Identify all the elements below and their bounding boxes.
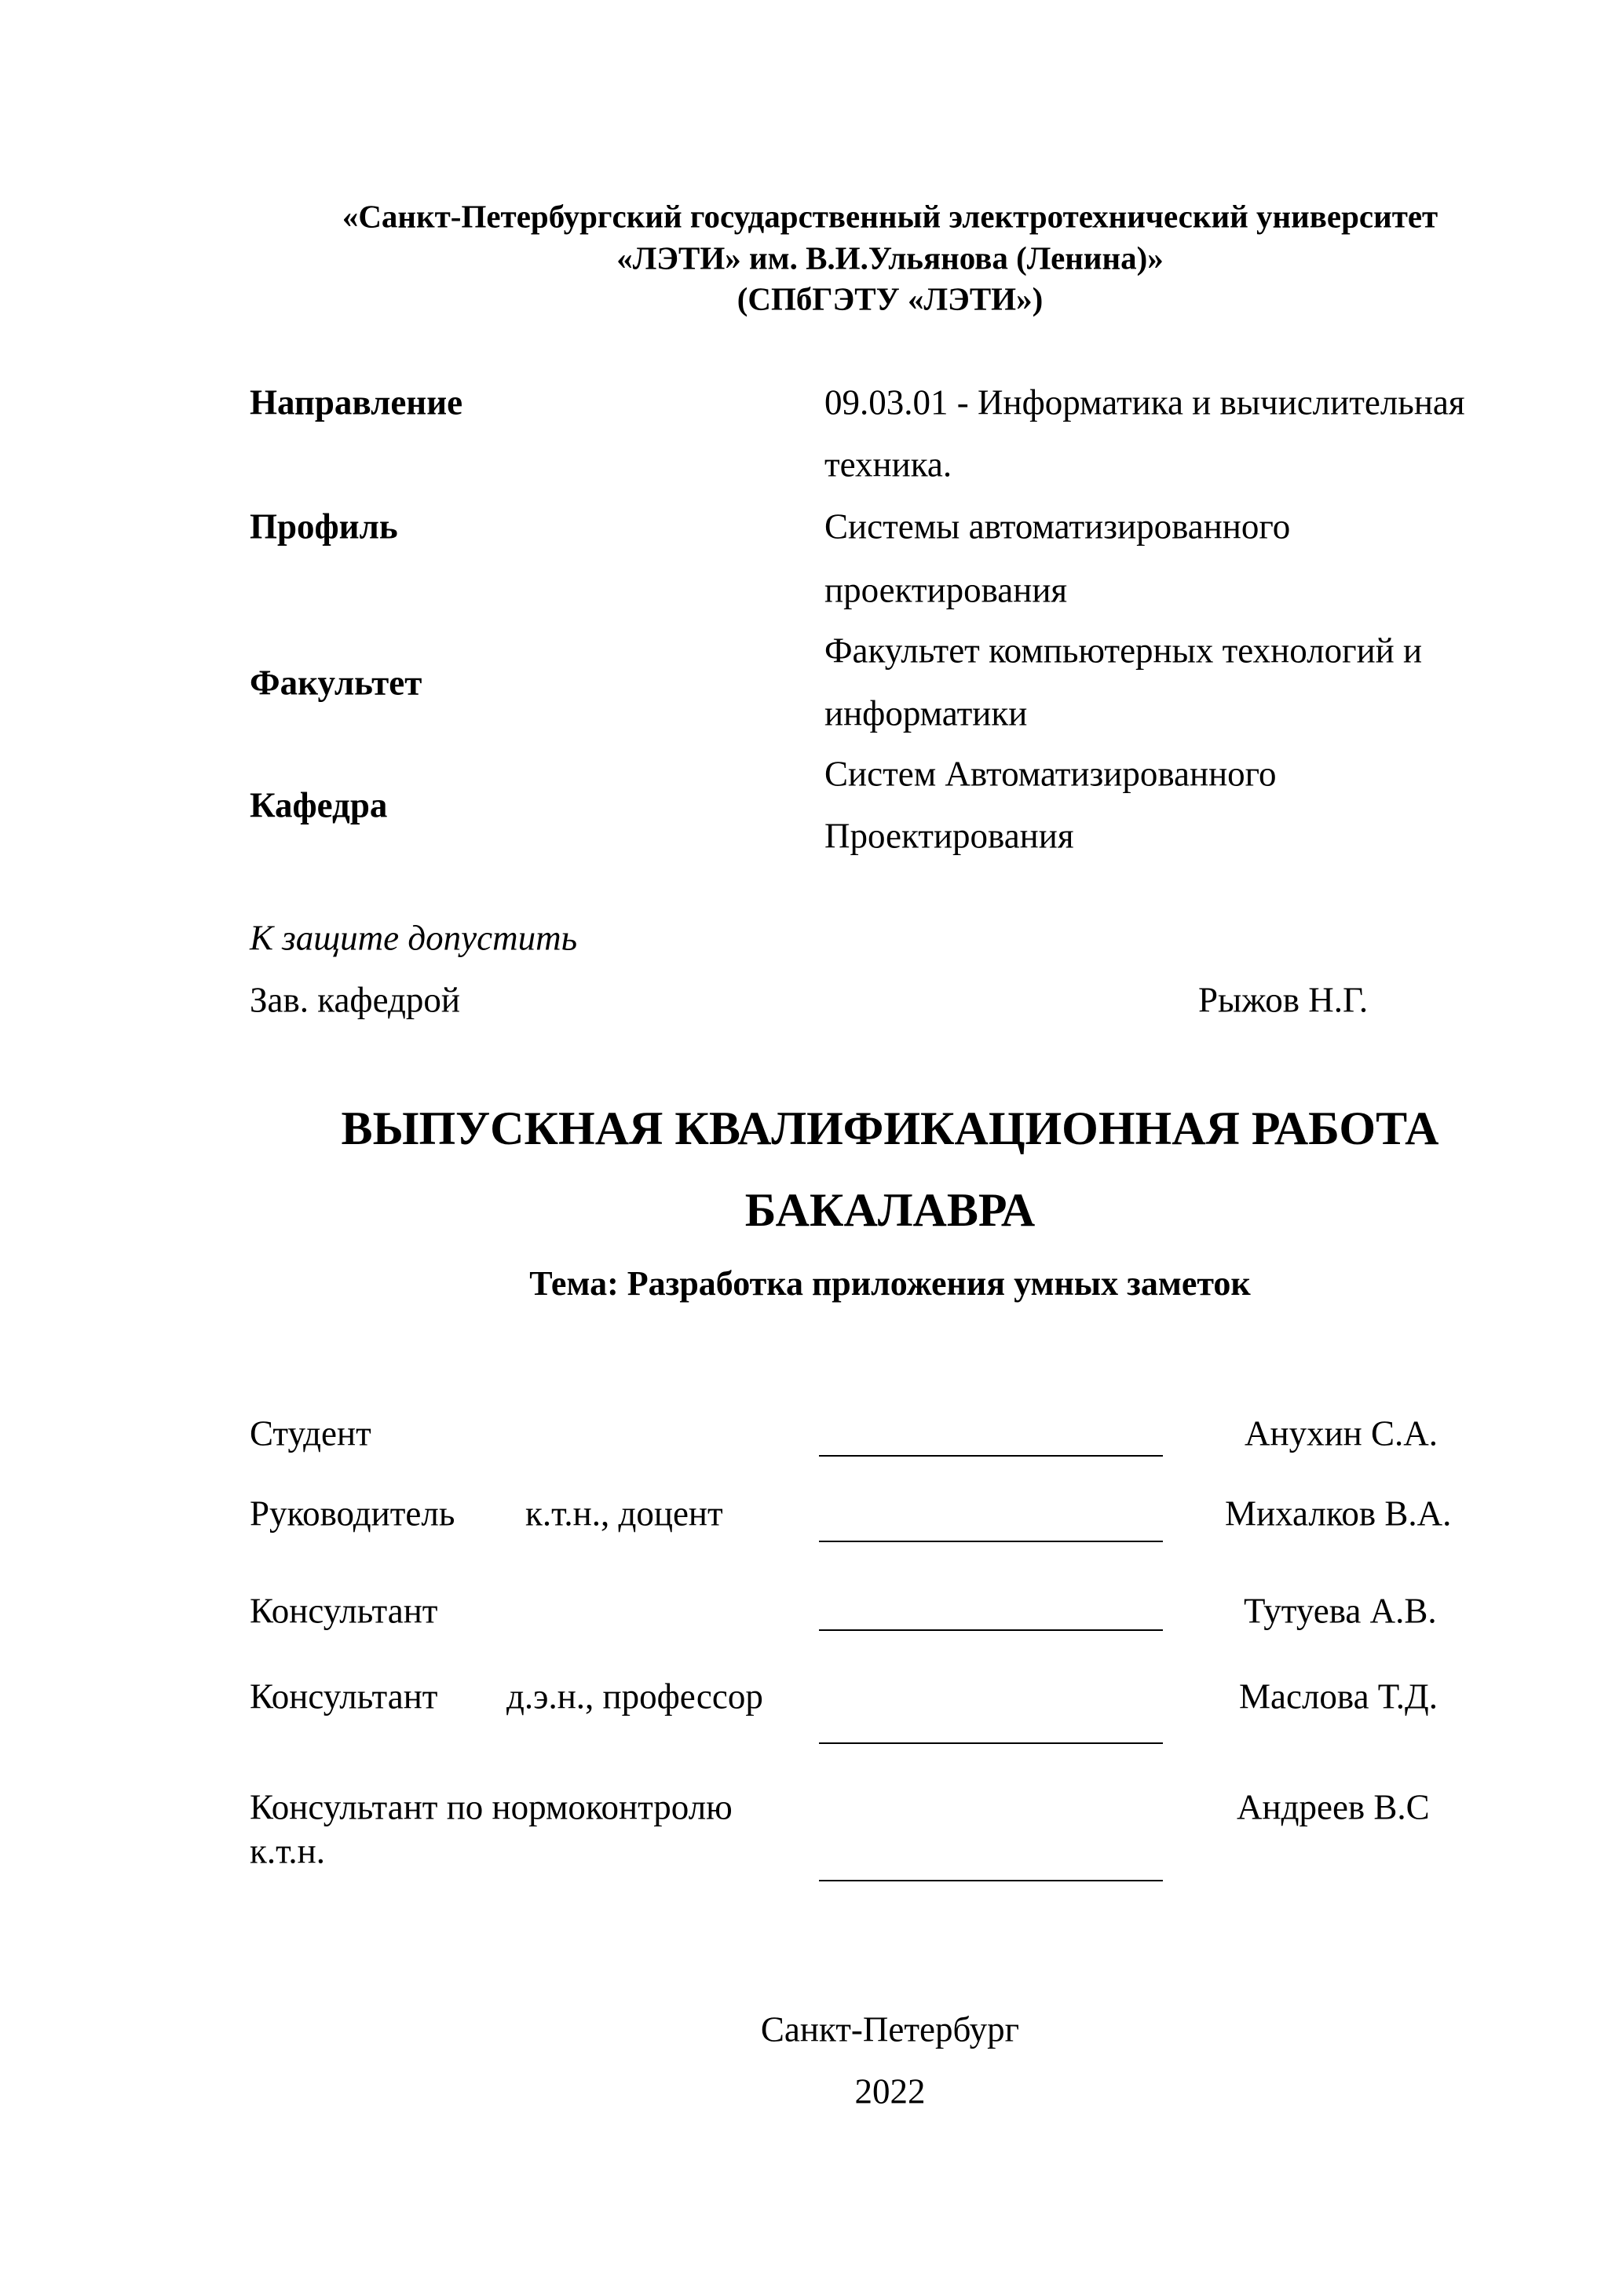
signature-degree: д.э.н., профессор	[506, 1676, 763, 1717]
signature-name: Анухин С.А.	[1245, 1413, 1438, 1453]
info-value-department-1: Систем Автоматизированного	[824, 754, 1277, 794]
university-name-line2: «ЛЭТИ» им. В.И.Ульянова (Ленина)»	[616, 239, 1164, 276]
university-name-line1: «Санкт-Петербургский государственный электротехнический университет	[342, 198, 1438, 235]
signature-name: Тутуева А.В.	[1244, 1591, 1437, 1631]
signature-role: Консультант по нормоконтролю	[250, 1787, 733, 1827]
signature-line	[819, 1541, 1163, 1542]
info-value-faculty-1: Факультет компьютерных технологий и	[824, 631, 1423, 671]
info-label-faculty: Факультет	[250, 663, 422, 703]
signature-line	[819, 1455, 1163, 1457]
signature-role: Студент	[250, 1413, 371, 1453]
signature-role: Консультант	[250, 1591, 438, 1631]
signature-degree: к.т.н., доцент	[525, 1493, 723, 1534]
info-label-profile: Профиль	[250, 506, 398, 547]
info-value-direction-1: 09.03.01 - Информатика и вычислительная	[824, 382, 1465, 422]
approval-role: Зав. кафедрой	[250, 980, 460, 1020]
info-value-faculty-2: информатики	[824, 693, 1028, 733]
signature-name: Андреев В.С	[1237, 1787, 1430, 1827]
signature-line	[819, 1629, 1163, 1631]
info-value-department-2: Проектирования	[824, 816, 1074, 856]
university-abbr: (СПбГЭТУ «ЛЭТИ»)	[737, 280, 1044, 317]
document-title-line2: БАКАЛАВРА	[744, 1184, 1036, 1236]
signature-role: Руководитель	[250, 1493, 455, 1534]
approval-note: К защите допустить	[250, 918, 578, 958]
footer-year: 2022	[854, 2071, 926, 2111]
signature-line	[819, 1880, 1163, 1881]
info-label-direction: Направление	[250, 382, 463, 422]
info-label-department: Кафедра	[250, 785, 388, 825]
signature-degree: к.т.н.	[250, 1831, 325, 1871]
info-value-direction-2: техника.	[824, 444, 952, 484]
footer-city: Санкт-Петербург	[760, 2009, 1020, 2049]
info-value-profile-1: Системы автоматизированного	[824, 506, 1291, 547]
signature-name: Маслова Т.Д.	[1239, 1676, 1438, 1717]
signature-role: Консультант	[250, 1676, 438, 1717]
approval-name: Рыжов Н.Г.	[1198, 980, 1369, 1020]
signature-name: Михалков В.А.	[1225, 1493, 1452, 1534]
info-value-profile-2: проектирования	[824, 570, 1068, 610]
document-title-line1: ВЫПУСКНАЯ КВАЛИФИКАЦИОННАЯ РАБОТА	[341, 1102, 1439, 1154]
signature-line	[819, 1742, 1163, 1744]
document-topic: Тема: Разработка приложения умных заметок	[529, 1264, 1251, 1303]
